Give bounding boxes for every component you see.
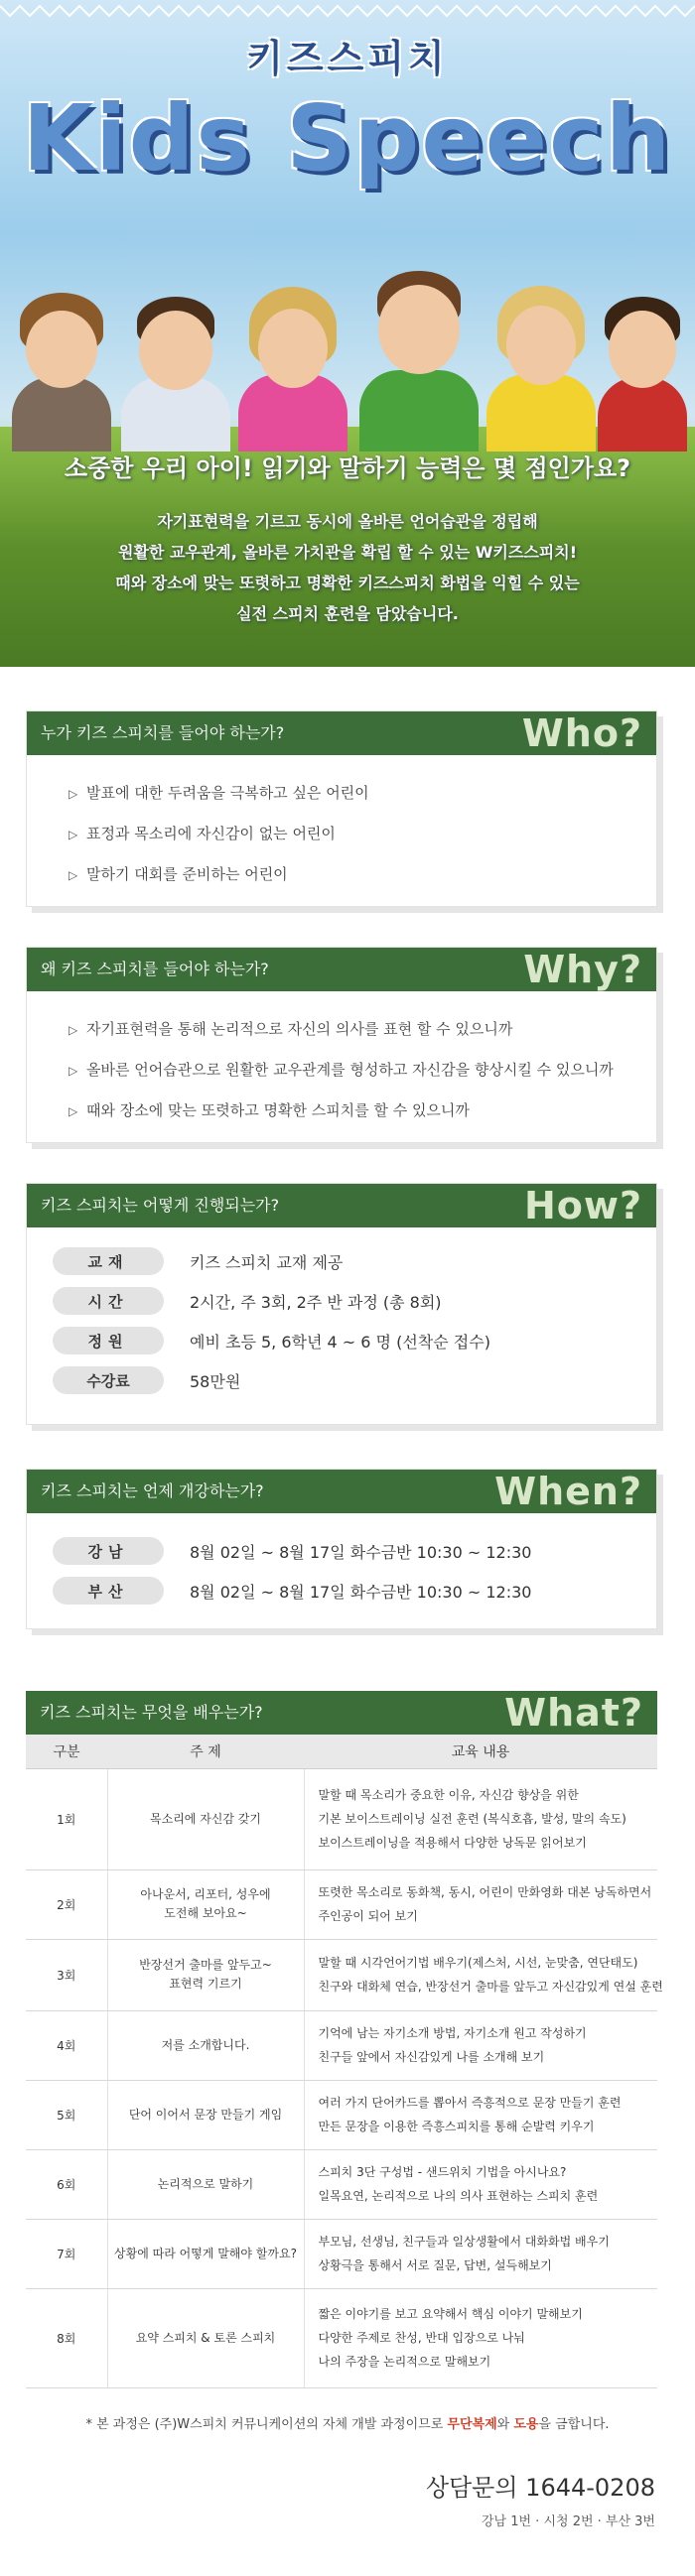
section-header (27, 711, 656, 755)
info-value: 2시간, 주 3회, 2주 반 과정 (총 8회) (190, 1292, 442, 1312)
info-row (53, 1531, 656, 1571)
table-header-row (26, 1735, 657, 1768)
session-number: 1회 (26, 1768, 107, 1869)
session-topic: 목소리에 자신감 갖기 (107, 1768, 304, 1869)
info-value: 예비 초등 5, 6학년 4 ~ 6 명 (선착순 접수) (190, 1332, 490, 1352)
session-content: 또렷한 목소리로 동화책, 동시, 어린이 만화영화 대본 낭독하면서 주인공이 되어 보기 (304, 1869, 657, 1939)
list-item: ▷ 표정과 목소리에 자신감이 없는 어린이 (69, 814, 656, 854)
list-item: ▷ 자기표현력을 통해 논리적으로 자신의 의사를 표현 할 수 있으니까 (69, 1009, 656, 1050)
column-header: 주 제 (107, 1735, 304, 1768)
triangle-bullet-icon: ▷ (69, 1104, 78, 1118)
section-header (27, 1470, 656, 1513)
what-section (26, 1691, 663, 2388)
triangle-bullet-icon: ▷ (69, 1064, 78, 1078)
section-question: 키즈 스피치는 무엇을 배우는가? (40, 1703, 263, 1722)
table-row (26, 1869, 657, 1939)
section-tag: Why? (523, 948, 642, 991)
section-header (27, 1184, 656, 1227)
session-topic: 단어 이어서 문장 만들기 게임 (107, 2080, 304, 2149)
table-row (26, 1768, 657, 1869)
info-value: 키즈 스피치 교재 제공 (190, 1252, 344, 1272)
section-question: 키즈 스피치는 어떻게 진행되는가? (41, 1196, 280, 1215)
session-topic: 반장선거 출마를 앞두고~ 표현력 기르기 (107, 1939, 304, 2010)
triangle-bullet-icon: ▷ (69, 787, 78, 801)
session-number: 8회 (26, 2288, 107, 2387)
kid-illustration (238, 281, 348, 451)
section-header (26, 1691, 657, 1735)
section-question: 왜 키즈 스피치를 들어야 하는가? (41, 960, 269, 978)
contact-phone[interactable]: 상담문의 1644-0208 (425, 2474, 655, 2502)
triangle-bullet-icon: ▷ (69, 1023, 78, 1037)
column-header: 구분 (26, 1735, 107, 1768)
table-row (26, 2080, 657, 2149)
list-item: ▷ 말하기 대회를 준비하는 어린이 (69, 854, 656, 895)
hero-description (0, 506, 695, 629)
kid-illustration (12, 283, 111, 451)
section-question: 키즈 스피치는 언제 개강하는가? (41, 1481, 264, 1500)
triangle-bullet-icon: ▷ (69, 828, 78, 841)
session-content: 부모님, 선생님, 친구들과 일상생활에서 대화화법 배우기 상황극을 통해서 서로 질문, 답변, 설득해보기 (304, 2219, 657, 2288)
hero-banner (0, 0, 695, 667)
session-number: 4회 (26, 2010, 107, 2080)
list-item: ▷ 때와 장소에 맞는 또렷하고 명확한 스피치를 할 수 있으니까 (69, 1091, 656, 1131)
info-row (53, 1360, 656, 1400)
section-tag: Who? (521, 711, 642, 755)
info-label: 부산 (53, 1577, 164, 1605)
info-label: 시간 (53, 1287, 164, 1315)
list-item: ▷ 발표에 대한 두려움을 극복하고 싶은 어린이 (69, 773, 656, 814)
session-content: 여러 가지 단어카드를 뽑아서 즉흥적으로 문장 만들기 훈련 만든 문장을 이용한 즉흥스피치를 통해 순발력 키우기 (304, 2080, 657, 2149)
table-row (26, 2219, 657, 2288)
session-number: 6회 (26, 2149, 107, 2219)
hero-tagline: 소중한 우리 아이! 읽기와 말하기 능력은 몇 점인가요? (64, 454, 631, 482)
session-content: 기억에 남는 자기소개 방법, 자기소개 원고 작성하기 친구들 앞에서 자신감있게 나를 소개해 보기 (304, 2010, 657, 2080)
why-section (26, 947, 657, 1143)
info-row (53, 1281, 656, 1321)
contact-info (426, 2468, 655, 2529)
session-content: 짧은 이야기를 보고 요약해서 핵심 이야기 말해보기 다양한 주제로 찬성, 반대 입장으로 나눠 나의 주장을 논리적으로 말해보기 (304, 2288, 657, 2387)
triangle-bullet-icon: ▷ (69, 868, 78, 882)
section-tag: When? (494, 1470, 642, 1513)
session-topic: 상황에 따라 어떻게 말해야 할까요? (107, 2219, 304, 2288)
contact-branches: 강남 1번 · 시청 2번 · 부산 3번 (481, 2514, 655, 2529)
session-number: 3회 (26, 1939, 107, 2010)
session-number: 7회 (26, 2219, 107, 2288)
info-value: 58만원 (190, 1371, 241, 1391)
notice-highlight: 무단복제 (447, 2417, 497, 2432)
info-row (53, 1571, 656, 1610)
session-number: 2회 (26, 1869, 107, 1939)
kid-illustration (121, 285, 230, 451)
hero-desc-line: 때와 장소에 맞는 또렷하고 명확한 키즈스피치 화법을 익힐 수 있는 (115, 574, 580, 592)
hero-desc-line: 실전 스피치 훈련을 담았습니다. (236, 604, 459, 623)
table-row (26, 2010, 657, 2080)
section-tag: How? (523, 1184, 642, 1227)
info-value: 8월 02일 ~ 8월 17일 화수금반 10:30 ~ 12:30 (190, 1582, 532, 1602)
session-content: 스피치 3단 구성법 - 샌드위치 기법을 아시나요? 일목요연, 논리적으로 나의 의사 표현하는 스피치 훈련 (304, 2149, 657, 2219)
session-topic: 저를 소개합니다. (107, 2010, 304, 2080)
info-label: 교재 (53, 1247, 164, 1275)
list-item: ▷ 올바른 언어습관으로 원활한 교우관계를 형성하고 자신감을 향상시킬 수 있으니까 (69, 1050, 656, 1091)
how-info-list (27, 1227, 656, 1412)
when-section (26, 1469, 657, 1629)
kid-illustration (359, 263, 479, 451)
zigzag-decoration (0, 0, 695, 22)
hero-title: Kids Speech (22, 85, 673, 192)
table-row (26, 2288, 657, 2387)
table-row (26, 2149, 657, 2219)
session-topic: 아나운서, 리포터, 성우에 도전해 보아요~ (107, 1869, 304, 1939)
how-section (26, 1183, 657, 1425)
session-number: 5회 (26, 2080, 107, 2149)
session-topic: 요약 스피치 & 토론 스피치 (107, 2288, 304, 2387)
table-row (26, 1939, 657, 2010)
info-row (53, 1321, 656, 1360)
hero-subtitle: 키즈스피치 (246, 37, 449, 80)
info-label: 정원 (53, 1327, 164, 1354)
who-section (26, 710, 657, 907)
when-info-list (27, 1513, 656, 1622)
session-content: 말할 때 시각언어기법 배우기(제스처, 시선, 눈맞춤, 연단태도) 친구와 대화체 연습, 반장선거 출마를 앞두고 자신감있게 연설 훈련 (304, 1939, 657, 2010)
session-content: 말할 때 목소리가 중요한 이유, 자신감 향상을 위한 기본 보이스트레이닝 실전 훈련 (복식호흡, 발성, 말의 속도) 보이스트레이닝을 적용해서 다양한 낭독문 읽어보기 (304, 1768, 657, 1869)
section-tag: What? (504, 1691, 643, 1735)
kid-illustration (486, 278, 596, 451)
info-label: 수강료 (53, 1366, 164, 1394)
notice-highlight: 도용 (513, 2417, 539, 2432)
section-question: 누가 키즈 스피치를 들어야 하는가? (41, 723, 285, 742)
copyright-notice: * 본 과정은 (주)W스피치 커뮤니케이션의 자체 개발 과정이므로 무단복제와 도용을 금합니다. (85, 2417, 610, 2432)
column-header: 교육 내용 (304, 1735, 657, 1768)
info-label: 강남 (53, 1537, 164, 1565)
who-list (27, 755, 656, 909)
why-list (27, 991, 656, 1145)
hero-desc-line: 자기표현력을 기르고 동시에 올바른 언어습관을 정립해 (157, 512, 538, 531)
kid-illustration (598, 285, 687, 451)
curriculum-table (26, 1735, 663, 2388)
section-header (27, 948, 656, 991)
kids-photo (12, 253, 687, 451)
hero-desc-line: 원활한 교우관계, 올바른 가치관을 확립 할 수 있는 W키즈스피치! (118, 543, 577, 562)
info-row (53, 1241, 656, 1281)
session-topic: 논리적으로 말하기 (107, 2149, 304, 2219)
info-value: 8월 02일 ~ 8월 17일 화수금반 10:30 ~ 12:30 (190, 1542, 532, 1562)
